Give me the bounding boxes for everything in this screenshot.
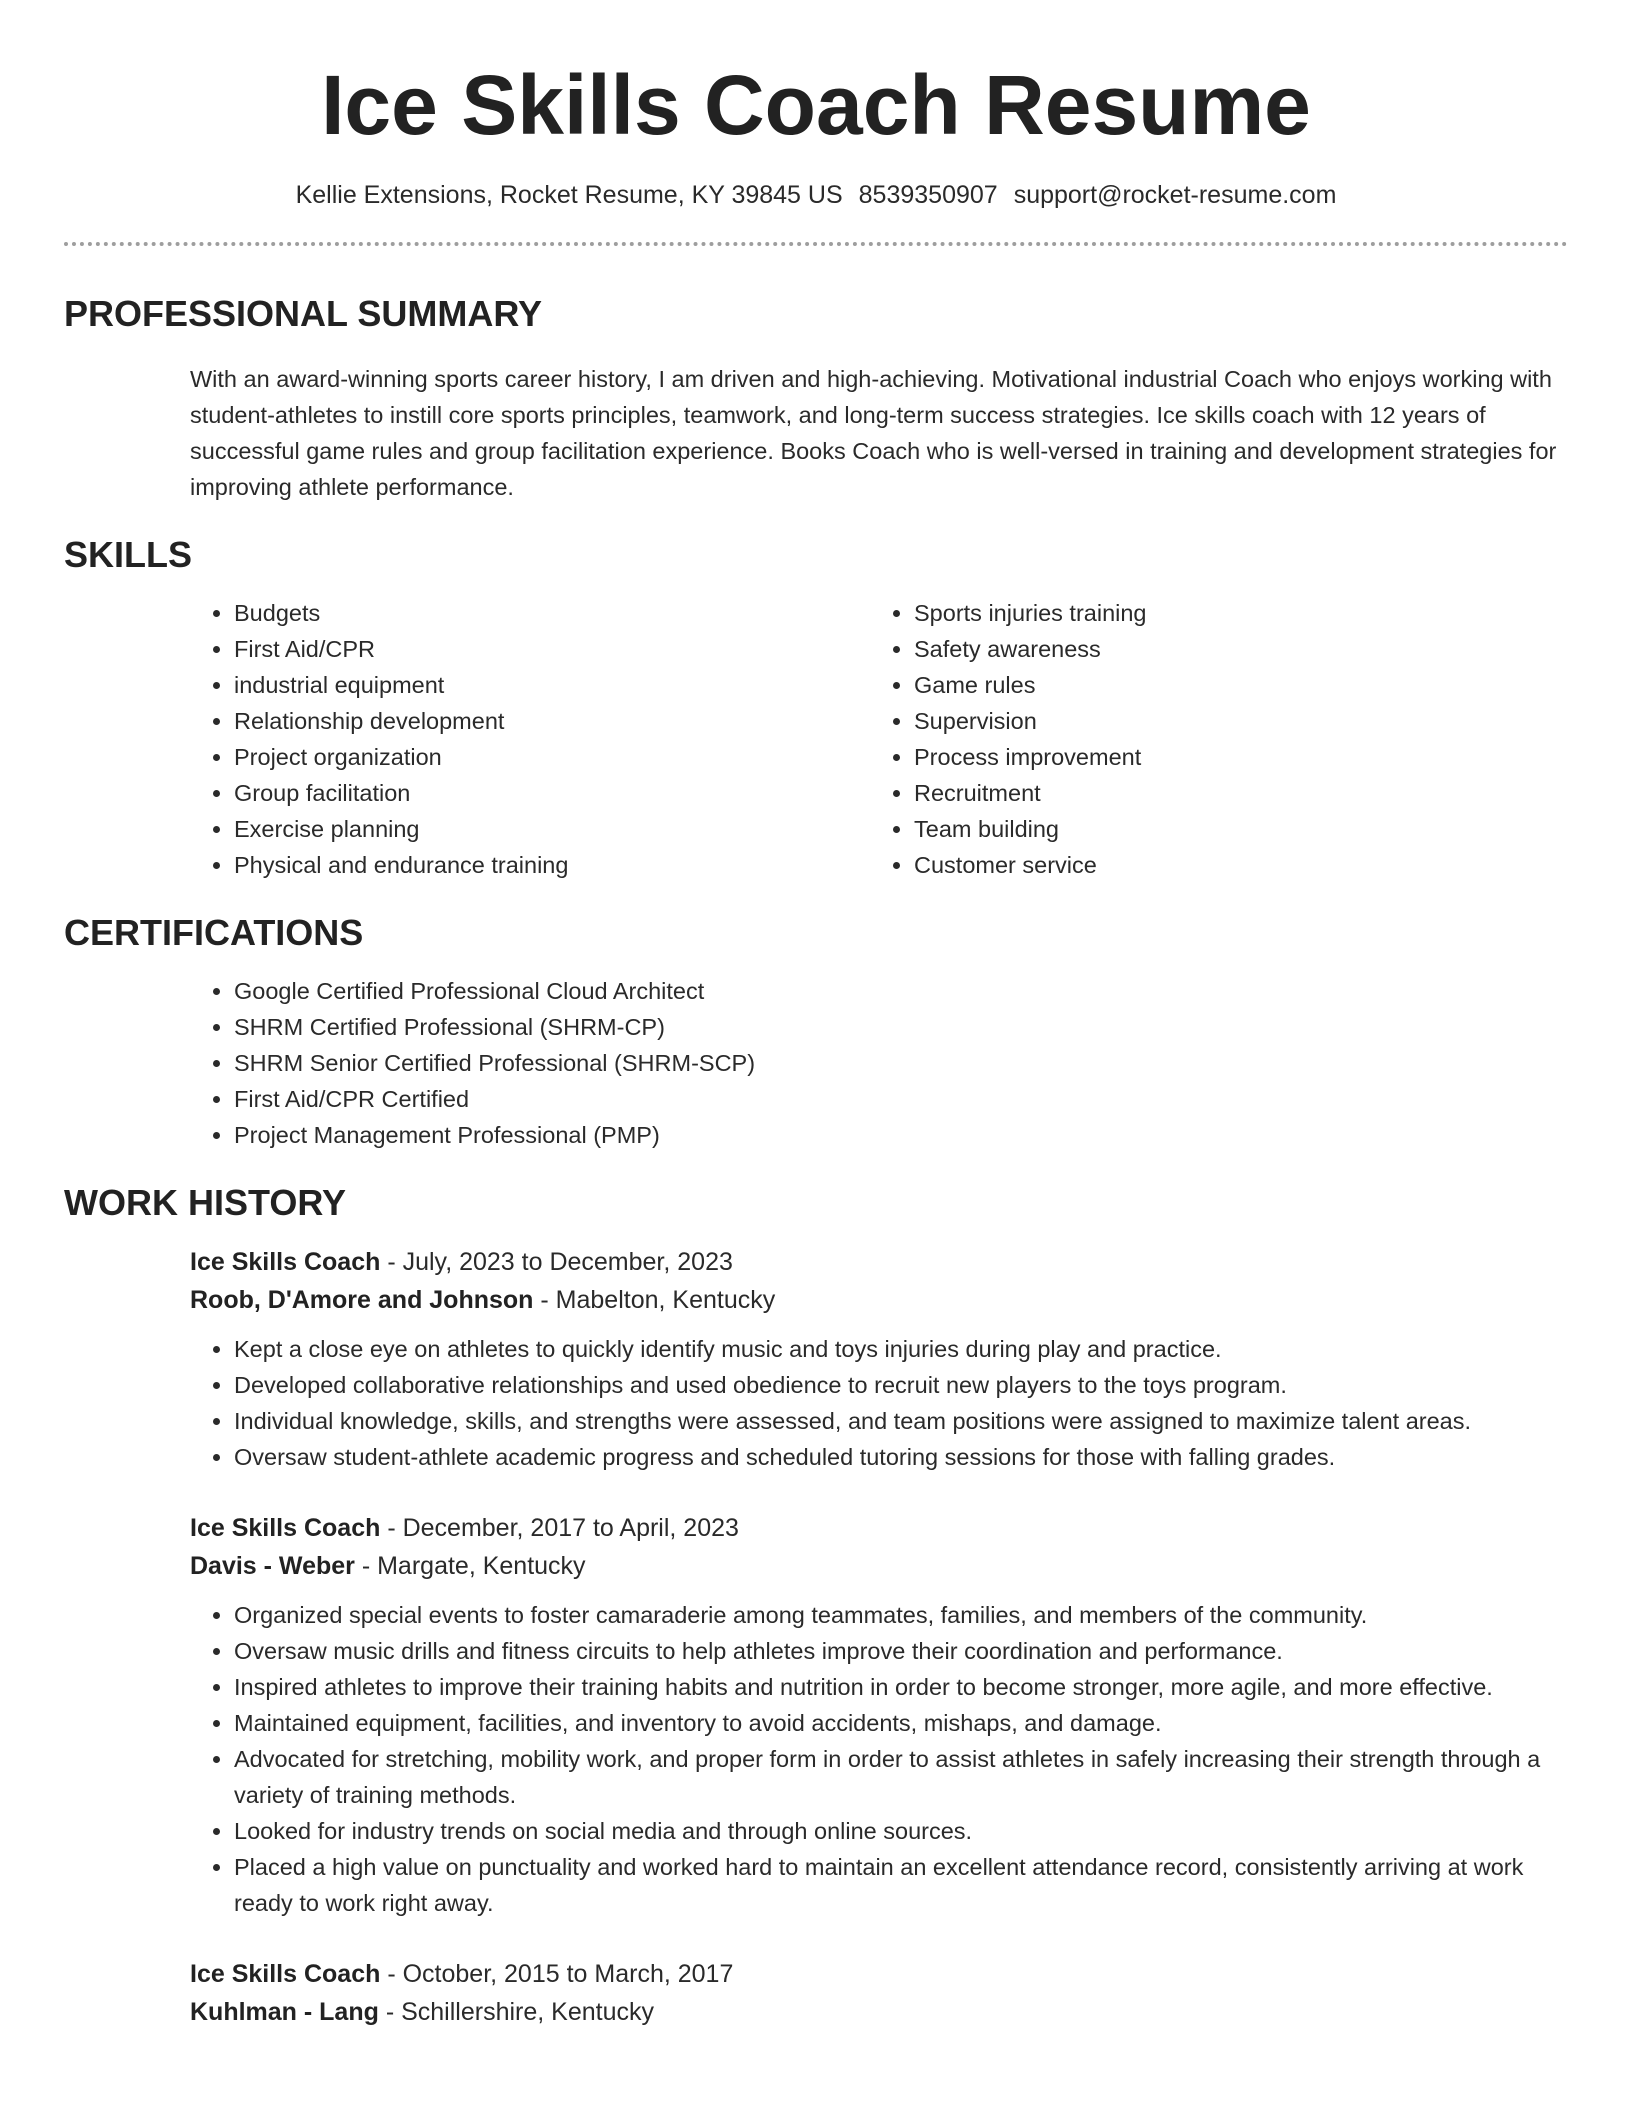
job-company-line — [190, 1993, 1568, 2031]
skill-item: • industrial equipment — [234, 667, 870, 703]
skills-list — [190, 595, 1568, 883]
job-bullet: • Individual knowledge, skills, and strengths were assessed, and team positions were assigned to maximize talent areas. — [234, 1403, 1568, 1439]
job-location: - Mabelton, Kentucky — [533, 1286, 776, 1314]
skill-item: • Relationship development — [234, 703, 870, 739]
contact-email: support@rocket-resume.com — [1013, 181, 1337, 209]
certifications-heading: CERTIFICATIONS — [64, 912, 364, 953]
certification-item: • First Aid/CPR Certified — [234, 1081, 1568, 1117]
job-bullet: • Looked for industry trends on social media and through online sources. — [234, 1813, 1568, 1849]
job-bullet: • Placed a high value on punctuality and worked hard to maintain an excellent attendance record, consistently arriving at work ready to work right away. — [234, 1849, 1568, 1921]
certifications-list — [190, 973, 1568, 1153]
contact-phone: 8539350907 — [858, 181, 998, 209]
job-bullet: • Developed collaborative relationships and used obedience to recruit new players to the toys program. — [234, 1367, 1568, 1403]
job-title: Ice Skills Coach — [190, 1514, 381, 1542]
job-dates: - October, 2015 to March, 2017 — [380, 1960, 734, 1988]
job-title-line — [190, 1509, 1568, 1547]
job-title-line — [190, 1243, 1568, 1281]
job-location: - Margate, Kentucky — [354, 1552, 586, 1580]
contact-address: Kellie Extensions, Rocket Resume, KY 39845 US — [295, 181, 843, 209]
work-history-heading: WORK HISTORY — [64, 1182, 347, 1223]
skill-item: • Supervision — [914, 703, 1550, 739]
job-bullet: • Maintained equipment, facilities, and inventory to avoid accidents, mishaps, and damage. — [234, 1705, 1568, 1741]
skill-item: • Project organization — [234, 739, 870, 775]
certification-item: • SHRM Certified Professional (SHRM-CP) — [234, 1009, 1568, 1045]
contact-line — [64, 178, 1568, 212]
job-bullets — [190, 1331, 1568, 1475]
job-title: Ice Skills Coach — [190, 1248, 381, 1276]
job-entry — [190, 1243, 1568, 1475]
skill-item: • Game rules — [914, 667, 1550, 703]
skills-heading: SKILLS — [64, 534, 193, 575]
certification-item: • Project Management Professional (PMP) — [234, 1117, 1568, 1153]
job-bullet: • Inspired athletes to improve their training habits and nutrition in order to become stronger, more agile, and more effective. — [234, 1669, 1568, 1705]
skill-item: • Sports injuries training — [914, 595, 1550, 631]
summary-heading: PROFESSIONAL SUMMARY — [64, 293, 543, 334]
summary-text: With an award-winning sports career history, I am driven and high-achieving. Motivational industrial Coach who enjoys working with student-athletes to instill core sports principles, teamwork, and long-term success strategies. Ice skills coach with 12 years of successful game rules and group facilitation experience. Books Coach who is well-versed in training and development strategies for improving athlete performance. — [190, 366, 1557, 500]
skill-item: • Recruitment — [914, 775, 1550, 811]
skills-column-left — [190, 595, 870, 883]
job-bullet: • Oversaw music drills and fitness circuits to help athletes improve their coordination and performance. — [234, 1633, 1568, 1669]
resume-title: Ice Skills Coach Resume — [321, 58, 1311, 152]
certification-item: • SHRM Senior Certified Professional (SHRM-SCP) — [234, 1045, 1568, 1081]
job-bullet: • Oversaw student-athlete academic progress and scheduled tutoring sessions for those with falling grades. — [234, 1439, 1568, 1475]
skill-item: • Process improvement — [914, 739, 1550, 775]
skill-item: • Exercise planning — [234, 811, 870, 847]
job-title-line — [190, 1955, 1568, 1993]
job-dates: - December, 2017 to April, 2023 — [380, 1514, 739, 1542]
job-company: Kuhlman - Lang — [190, 1998, 379, 2026]
job-entry — [190, 1955, 1568, 2031]
skill-item: • Budgets — [234, 595, 870, 631]
job-bullets — [190, 1597, 1568, 1921]
job-title: Ice Skills Coach — [190, 1960, 381, 1988]
job-company-line — [190, 1547, 1568, 1585]
job-company: Davis - Weber — [190, 1552, 355, 1580]
skill-item: • Physical and endurance training — [234, 847, 870, 883]
job-dates: - July, 2023 to December, 2023 — [380, 1248, 733, 1276]
skill-item: • Team building — [914, 811, 1550, 847]
skills-column-right — [870, 595, 1550, 883]
skill-item: • First Aid/CPR — [234, 631, 870, 667]
skill-item: • Customer service — [914, 847, 1550, 883]
skill-item: • Group facilitation — [234, 775, 870, 811]
job-company: Roob, D'Amore and Johnson — [190, 1286, 534, 1314]
job-company-line — [190, 1281, 1568, 1319]
job-entry — [190, 1509, 1568, 1921]
job-location: - Schillershire, Kentucky — [378, 1998, 654, 2026]
certification-item: • Google Certified Professional Cloud Architect — [234, 973, 1568, 1009]
header-divider — [64, 242, 1568, 246]
job-bullet: • Kept a close eye on athletes to quickly identify music and toys injuries during play and practice. — [234, 1331, 1568, 1367]
job-bullet: • Organized special events to foster camaraderie among teammates, families, and members of the community. — [234, 1597, 1568, 1633]
job-bullet: • Advocated for stretching, mobility work, and proper form in order to assist athletes in safely increasing their strength through a variety of training methods. — [234, 1741, 1568, 1813]
skill-item: • Safety awareness — [914, 631, 1550, 667]
